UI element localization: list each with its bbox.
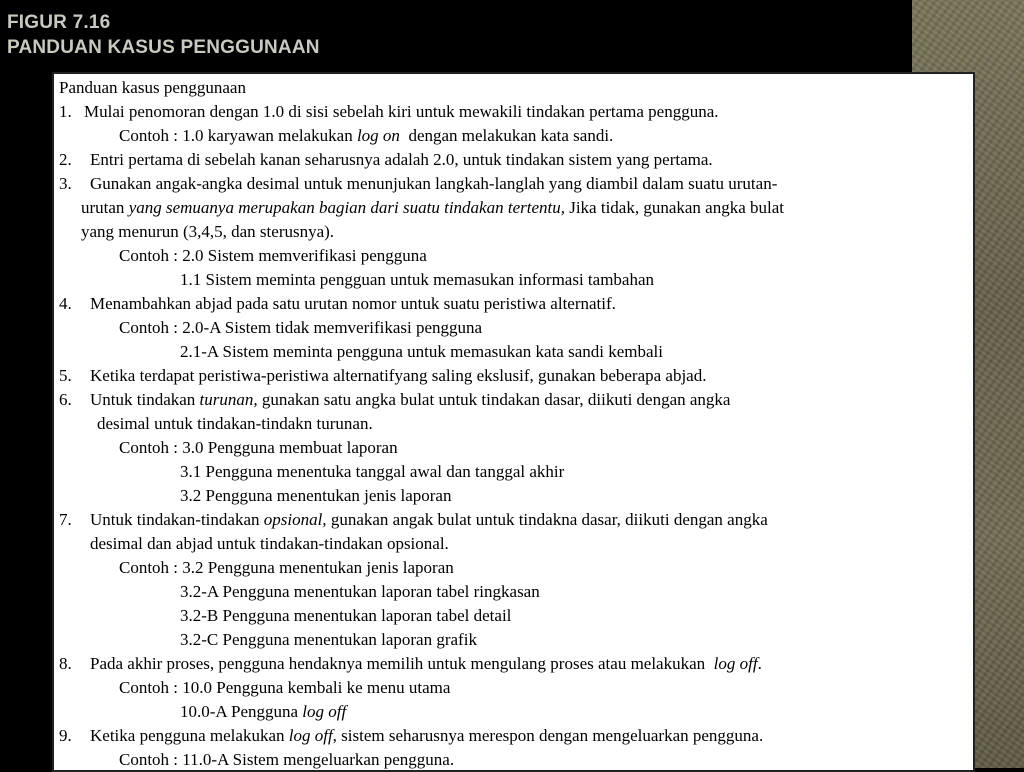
- list-item-3: 3. Gunakan angak-angka desimal untuk menunjukan langkah-langlah yang diambil dalam suatu urutan-: [59, 174, 778, 193]
- guideline-text: [59, 76, 973, 772]
- example-7-sub-3: 3.2-C Pengguna menentukan laporan grafik: [180, 630, 477, 649]
- example-1: Contoh : 1.0 karyawan melakukan log on dengan melakukan kata sandi.: [119, 126, 614, 145]
- example-4-sub-1: 2.1-A Sistem meminta pengguna untuk memasukan kata sandi kembali: [180, 342, 663, 361]
- list-item-3-continued-2: yang menurun (3,4,5, dan sterusnya).: [81, 222, 335, 241]
- list-item-8: 8. Pada akhir proses, pengguna hendaknya memilih untuk mengulang proses atau melakukan log off.: [59, 654, 762, 673]
- list-item-5: 5. Ketika terdapat peristiwa-peristiwa alternatifyang saling ekslusif, gunakan beberapa abjad.: [59, 366, 707, 385]
- example-6-sub-2: 3.2 Pengguna menentukan jenis laporan: [180, 486, 452, 505]
- example-3: Contoh : 2.0 Sistem memverifikasi pengguna: [119, 246, 427, 265]
- example-3-sub-1: 1.1 Sistem meminta pengguan untuk memasukan informasi tambahan: [180, 270, 655, 289]
- example-6: Contoh : 3.0 Pengguna membuat laporan: [119, 438, 398, 457]
- example-6-sub-1: 3.1 Pengguna menentuka tanggal awal dan tanggal akhir: [180, 462, 565, 481]
- list-item-1: 1. Mulai penomoran dengan 1.0 di sisi sebelah kiri untuk mewakili tindakan pertama pengguna.: [59, 102, 719, 121]
- title-line-1: FIGUR 7.16: [7, 12, 111, 33]
- example-7-sub-1: 3.2-A Pengguna menentukan laporan tabel ringkasan: [180, 582, 540, 601]
- example-8-sub-1: 10.0-A Pengguna log off: [180, 702, 347, 721]
- example-4: Contoh : 2.0-A Sistem tidak memverifikasi pengguna: [119, 318, 483, 337]
- slide-title: [7, 10, 320, 60]
- example-8: Contoh : 10.0 Pengguna kembali ke menu utama: [119, 678, 451, 697]
- example-7: Contoh : 3.2 Pengguna menentukan jenis laporan: [119, 558, 454, 577]
- list-item-7-continued: desimal dan abjad untuk tindakan-tindakan opsional.: [90, 534, 449, 553]
- list-item-7: 7. Untuk tindakan-tindakan opsional, gunakan angak bulat untuk tindakna dasar, diikuti dengan angka: [59, 510, 768, 529]
- content-panel: [52, 72, 975, 772]
- example-9: Contoh : 11.0-A Sistem mengeluarkan pengguna.: [119, 750, 455, 769]
- list-item-3-continued: urutan yang semuanya merupakan bagian dari suatu tindakan tertentu, Jika tidak, gunakan angka bulat: [81, 198, 785, 217]
- list-item-9: 9. Ketika pengguna melakukan log off, sistem seharusnya merespon dengan mengeluarkan pengguna.: [59, 726, 764, 745]
- title-line-2: PANDUAN KASUS PENGGUNAAN: [7, 37, 320, 58]
- example-7-sub-2: 3.2-B Pengguna menentukan laporan tabel detail: [180, 606, 512, 625]
- list-item-6: 6. Untuk tindakan turunan, gunakan satu angka bulat untuk tindakan dasar, diikuti dengan angka: [59, 390, 731, 409]
- content-heading: Panduan kasus penggunaan: [59, 78, 246, 97]
- list-item-4: 4. Menambahkan abjad pada satu urutan nomor untuk suatu peristiwa alternatif.: [59, 294, 616, 313]
- list-item-6-continued: desimal untuk tindakan-tindakn turunan.: [97, 414, 373, 433]
- list-item-2: 2. Entri pertama di sebelah kanan seharusnya adalah 2.0, untuk tindakan sistem yang pertama.: [59, 150, 713, 169]
